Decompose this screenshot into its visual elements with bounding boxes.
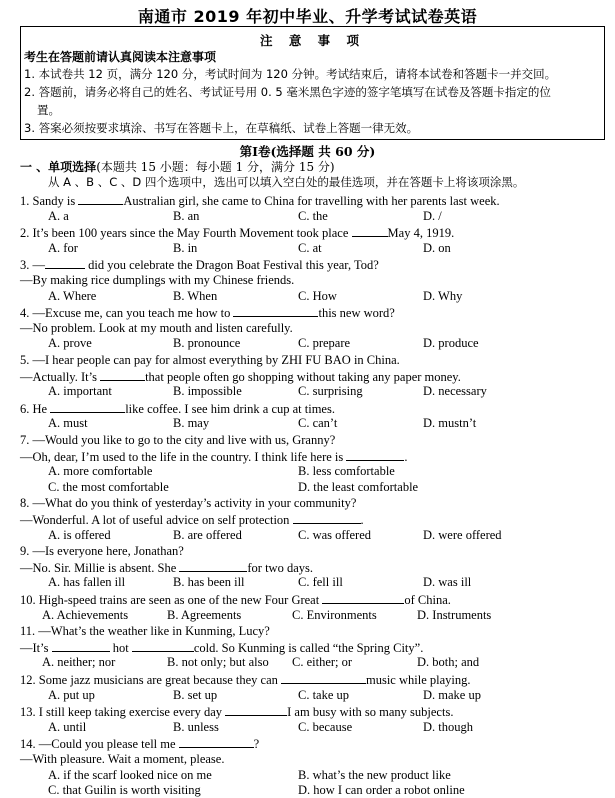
question-9-option-C: C. fell ill xyxy=(298,575,343,590)
question-2-option-A: A. for xyxy=(48,240,78,255)
question-10-line-1 xyxy=(20,592,451,608)
question-10-option-D: D. Instruments xyxy=(417,607,492,622)
question-6-option-C: C. can’t xyxy=(298,416,338,431)
question-14-option-D: D. how I can order a robot online xyxy=(298,783,465,798)
notice-head: 考生在答题前请认真阅读本注意事项 xyxy=(24,50,217,64)
question-text: —Oh, dear, I’m used to the life in the country. I think life here is xyxy=(20,449,347,464)
question-5-option-B: B. impossible xyxy=(173,384,242,399)
question-7-option-C: C. the most comfortable xyxy=(48,479,169,494)
question-14-option-C: C. that Guilin is worth visiting xyxy=(48,783,201,798)
question-7-line-1 xyxy=(20,433,335,448)
question-12-option-C: C. take up xyxy=(298,687,350,702)
question-text: 8. —What do you think of yesterday’s activity in your community? xyxy=(20,496,357,511)
question-11-option-D: D. both; and xyxy=(417,655,480,670)
question-4-line-1 xyxy=(20,305,395,321)
question-text: —No problem. Look at my mouth and listen carefully. xyxy=(20,320,293,335)
question-text: 14. —Could you please tell me xyxy=(20,737,179,752)
answer-blank xyxy=(100,369,145,381)
question-7-option-A: A. more comfortable xyxy=(48,464,153,479)
notice-title: 注 意 事 项 xyxy=(259,33,366,48)
question-text: 6. He xyxy=(20,401,51,416)
question-text: like coffee. I see him drink a cup at times. xyxy=(125,401,335,416)
answer-blank xyxy=(78,193,123,205)
question-13-option-A: A. until xyxy=(48,719,87,734)
question-12-option-D: D. make up xyxy=(423,687,481,702)
page-title: 南通市 2019 年初中毕业、升学考试试卷英语 xyxy=(137,7,478,26)
question-7-option-B: B. less comfortable xyxy=(298,464,395,479)
answer-blank xyxy=(293,512,361,524)
question-text: music while playing. xyxy=(366,673,471,687)
question-4-option-A: A. prove xyxy=(48,336,92,351)
question-9-line-2 xyxy=(20,560,313,576)
question-text: hot xyxy=(109,640,132,655)
question-text: —Actually. It’s xyxy=(20,369,101,384)
notice-box xyxy=(20,26,605,140)
question-10-option-A: A. Achievements xyxy=(42,607,129,622)
question-text: 1. Sandy is xyxy=(20,194,79,208)
question-11-option-B: B. not only; but also xyxy=(167,655,269,670)
notice-item-2-cont: 置。 xyxy=(37,103,60,117)
question-text: I am busy with so many subjects. xyxy=(287,705,454,720)
question-14-option-A: A. if the scarf looked nice on me xyxy=(48,767,212,782)
question-4-line-2 xyxy=(20,321,293,336)
answer-blank xyxy=(233,305,318,317)
question-text: for two days. xyxy=(247,560,313,575)
question-9-line-1 xyxy=(20,544,184,559)
question-3-line-2 xyxy=(20,273,294,288)
question-10-option-B: B. Agreements xyxy=(167,607,242,622)
question-6-option-B: B. may xyxy=(173,416,210,431)
question-3-option-C: C. How xyxy=(298,288,337,303)
question-4-option-C: C. prepare xyxy=(298,336,351,351)
question-text: —With pleasure. Wait a moment, please. xyxy=(20,752,225,766)
question-2-option-B: B. in xyxy=(173,240,198,255)
question-14-option-B: B. what’s the new product like xyxy=(298,767,451,782)
question-10-option-C: C. Environments xyxy=(292,607,377,622)
question-3-option-B: B. When xyxy=(173,288,218,303)
question-text: 4. —Excuse me, can you teach me how to xyxy=(20,306,234,321)
question-12-option-A: A. put up xyxy=(48,687,95,702)
question-7-line-2 xyxy=(20,449,408,465)
question-text: 12. Some jazz musicians are great because they can xyxy=(20,673,281,687)
question-8-line-1 xyxy=(20,496,356,511)
answer-blank xyxy=(322,592,404,604)
notice-item-1: 1. 本试卷共 12 页，满分 120 分，考试时间为 120 分钟。考试结束后，请将本试卷和答题卡一并交回。 xyxy=(24,67,557,81)
question-2-option-C: C. at xyxy=(298,240,322,255)
question-3-option-A: A. Where xyxy=(48,288,97,303)
question-14-line-1 xyxy=(20,736,259,752)
question-text: —Wonderful. A lot of useful advice on self protection xyxy=(20,513,293,527)
question-8-option-D: D. were offered xyxy=(423,527,502,542)
answer-blank xyxy=(52,640,110,652)
question-text: 11. —What’s the weather like in Kunming, Lucy? xyxy=(20,624,270,639)
question-1-option-D: D. / xyxy=(423,208,442,223)
part-head-rest: (本题共 15 小题：每小题 1 分，满分 15 分) xyxy=(96,160,335,174)
question-text: 2. It’s been 100 years since the May Fourth Movement took place xyxy=(20,226,352,241)
question-11-option-C: C. either; or xyxy=(292,655,353,670)
question-text: May 4, 1919. xyxy=(387,226,455,241)
question-2-line-1 xyxy=(20,225,454,241)
question-4-option-D: D. produce xyxy=(423,336,479,351)
question-11-option-A: A. neither; nor xyxy=(42,655,116,670)
question-6-line-1 xyxy=(20,401,335,417)
question-5-option-D: D. necessary xyxy=(423,384,487,399)
question-text: 9. —Is everyone here, Jonathan? xyxy=(20,544,184,559)
notice-item-3: 3. 答案必须按要求填涂、书写在答题卡上，在草稿纸、试卷上答题一律无效。 xyxy=(24,121,419,135)
question-text: 13. I still keep taking exercise every day xyxy=(20,705,226,720)
part-head xyxy=(20,158,335,175)
question-text: 5. —I hear people can pay for almost everything by ZHI FU BAO in China. xyxy=(20,353,400,367)
question-5-option-C: C. surprising xyxy=(298,384,363,399)
question-14-line-2 xyxy=(20,752,224,767)
question-text: . xyxy=(360,513,364,527)
answer-blank xyxy=(50,401,125,413)
question-text: of China. xyxy=(404,593,451,607)
answer-blank xyxy=(179,736,254,748)
question-12-option-B: B. set up xyxy=(173,687,218,702)
answer-blank xyxy=(281,672,366,684)
question-6-option-A: A. must xyxy=(48,416,88,431)
question-text: 3. — xyxy=(20,258,45,273)
part-head-bold: 一 、单项选择 xyxy=(20,160,97,174)
question-13-option-C: C. because xyxy=(298,719,353,734)
question-12-line-1 xyxy=(20,672,471,688)
question-4-option-B: B. pronounce xyxy=(173,336,241,351)
notice-item-2: 2. 答题前，请务必将自己的姓名、考试证号用 0. 5 毫米黑色字迹的签字笔填写在试卷及答题卡指定的位 xyxy=(24,85,551,99)
question-text: —It’s xyxy=(20,640,52,655)
question-7-option-D: D. the least comfortable xyxy=(298,479,419,494)
question-3-option-D: D. Why xyxy=(423,288,463,303)
question-1-line-1 xyxy=(20,193,500,209)
question-2-option-D: D. on xyxy=(423,240,451,255)
question-8-option-B: B. are offered xyxy=(173,527,242,542)
question-9-option-D: D. was ill xyxy=(423,575,472,590)
question-11-line-1 xyxy=(20,624,270,639)
section-title: 第Ⅰ卷(选择题 共 60 分) xyxy=(239,144,376,159)
question-11-line-2 xyxy=(20,640,423,656)
question-8-option-C: C. was offered xyxy=(298,527,372,542)
question-text: cold. So Kunming is called “the Spring City”. xyxy=(193,640,424,655)
part-instruction: 从 A 、B 、C 、D 四个选项中，选出可以填入空白处的最佳选项，并在答题卡上将该项涂黑。 xyxy=(48,175,525,189)
question-13-option-D: D. though xyxy=(423,719,473,734)
answer-blank xyxy=(352,225,388,237)
answer-blank xyxy=(45,257,85,269)
question-text: . xyxy=(404,449,408,464)
answer-blank xyxy=(346,449,404,461)
question-3-line-1 xyxy=(20,257,379,273)
question-13-option-B: B. unless xyxy=(173,719,219,734)
question-6-option-D: D. mustn’t xyxy=(423,416,477,431)
question-text: did you celebrate the Dragon Boat Festival this year, Tod? xyxy=(85,258,379,273)
question-text: that people often go shopping without taking any paper money. xyxy=(145,369,461,384)
question-1-option-C: C. the xyxy=(298,208,328,223)
answer-blank xyxy=(225,704,287,716)
question-9-option-B: B. has been ill xyxy=(173,575,245,590)
question-8-line-2 xyxy=(20,512,364,528)
question-1-option-A: A. a xyxy=(48,208,69,223)
question-text: this new word? xyxy=(318,306,395,321)
question-text: —By making rice dumplings with my Chinese friends. xyxy=(20,273,295,287)
question-text: —No. Sir. Millie is absent. She xyxy=(20,560,180,575)
question-5-line-2 xyxy=(20,369,461,385)
question-text: 7. —Would you like to go to the city and live with us, Granny? xyxy=(20,433,336,447)
answer-blank xyxy=(132,640,194,652)
question-text: ? xyxy=(253,737,260,752)
question-text: 10. High-speed trains are seen as one of the new Four Great xyxy=(20,593,323,607)
question-13-line-1 xyxy=(20,704,453,720)
question-1-option-B: B. an xyxy=(173,208,200,223)
question-8-option-A: A. is offered xyxy=(48,527,111,542)
question-5-line-1 xyxy=(20,353,400,368)
question-text: Australian girl, she came to China for travelling with her parents last week. xyxy=(123,194,500,208)
answer-blank xyxy=(179,560,247,572)
question-5-option-A: A. important xyxy=(48,384,112,399)
question-9-option-A: A. has fallen ill xyxy=(48,575,126,590)
